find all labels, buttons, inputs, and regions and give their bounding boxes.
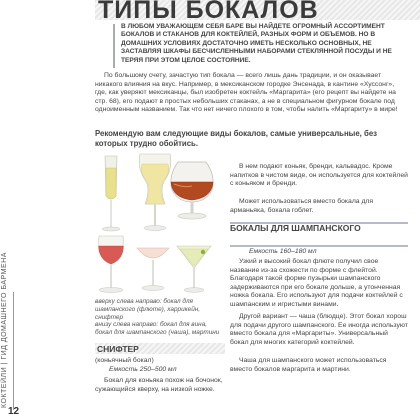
champagne-title-bottom-bar <box>230 245 408 247</box>
page-title: ТИПЫ БОКАЛОВ <box>98 0 319 24</box>
champagne-coupe <box>137 248 169 291</box>
snifter-alias: (коньячный бокал) <box>95 357 154 364</box>
intro-paragraph: В ЛЮБОМ УВАЖАЮЩЕМ СЕБЯ БАРЕ ВЫ НАЙДЕТЕ ОГРОМНЫЙ АССОРТИМЕНТ БОКАЛОВ И СТАКАНОВ ДЛЯ КОКТЕЙЛЕЙ, РАЗНЫХ ФОРМ И ОБЪЕМОВ. НО В ДОМАШНИХ УСЛОВИЯХ ДОСТАТОЧНО ИМЕТЬ НЕСКОЛЬКО ОСНОВНЫХ, НЕ ЗАСТАВЛЯЯ ШКАФЫ БЕСЧИСЛЕННЫМИ НАБОРАМИ СТЕКЛЯННОЙ ПОСУДЫ И НЕ ТЕРЯЯ ПРИ ЭТОМ ЦЕЛОЕ СОСТОЯНИЕ. <box>121 23 392 64</box>
snifter-heading: СНИФТЕР <box>97 344 139 354</box>
snifter-description: Бокал для коньяка похож на бочонок, сужающийся кверху, на низкой ножке. <box>95 377 223 393</box>
caption-top: вверху слева направо: бокал для шампанского (флюте), харрикейн, снифтер <box>95 298 201 321</box>
snifter-illustration <box>166 158 218 224</box>
caption-bottom: внизу слева направо: бокал для вина, бокал для шампанского (чаша), мартини <box>95 321 220 336</box>
champagne-paragraph-1: Узкий и высокий бокал флюте получил свое название из-за схожести по форме с флейтой. Благодаря такой форме пузырьки шампанского задерживаются при его бокале дольше, а утонченная ножка бокала. Его используют для подачи коктейлей с шампанским и игристыми винами. <box>230 258 403 308</box>
body-paragraph: По большому счету, зачастую тип бокала — всего лишь дань традиции, и он оказывает никакого влияния на вкус. Например, в мексиканском городке Энсенада, в кантине «Хуссонг», где, как уверяют мексиканцы, был изобретен коктейль «Маргарита» (его рецепт вы найдете на стр. 68), его подают в простых небольших стаканах, а не в специальном фигурном бокале под одноименным названием. Так что нет ничего плохого в том, чтобы налить «Маргариту» в мире! <box>95 72 398 114</box>
page-number: 12 <box>8 406 20 417</box>
martini-glass <box>177 246 211 292</box>
champagne-paragraph-2: Другой вариант — чаша (блюдце). Этот бокал хорош для подачи другого шампанского. Ее иногда используют вместо бокала для «Маргариты». Универсальный бокал для многих категорий коктейлей. <box>230 313 408 346</box>
champagne-paragraph-3: Чаша для шампанского может использоваться вместо бокалов маргарита и мартини. <box>230 357 387 373</box>
snifter-intro-text: В нем подают коньяк, бренди, кальвадос. Кроме напитков в чистом виде, он используется для коктейлей с коньяком и бренди. <box>230 163 408 188</box>
snifter-volume: Емкость 250–500 мл <box>109 366 177 373</box>
champagne-section-title: БОКАЛЫ ДЛЯ ШАМПАНСКОГО <box>230 223 361 233</box>
recommendation-text: Рекомендую вам следующие виды бокалов, самые универсальные, без которых трудно обойтись. <box>95 129 378 148</box>
champagne-flute <box>102 156 120 231</box>
spine-label: КОКТЕЙЛИ | ГИД ДОМАШНЕГО БАРМЕНА <box>1 252 8 408</box>
snifter-extra-text: Может использоваться вместо бокала для арманьяка, бокала гоблет. <box>230 198 374 214</box>
spine-rule <box>13 292 14 410</box>
wine-glass <box>99 236 124 293</box>
intro-bar <box>113 24 115 68</box>
champagne-volume: Емкость 160–180 мл <box>249 248 317 255</box>
